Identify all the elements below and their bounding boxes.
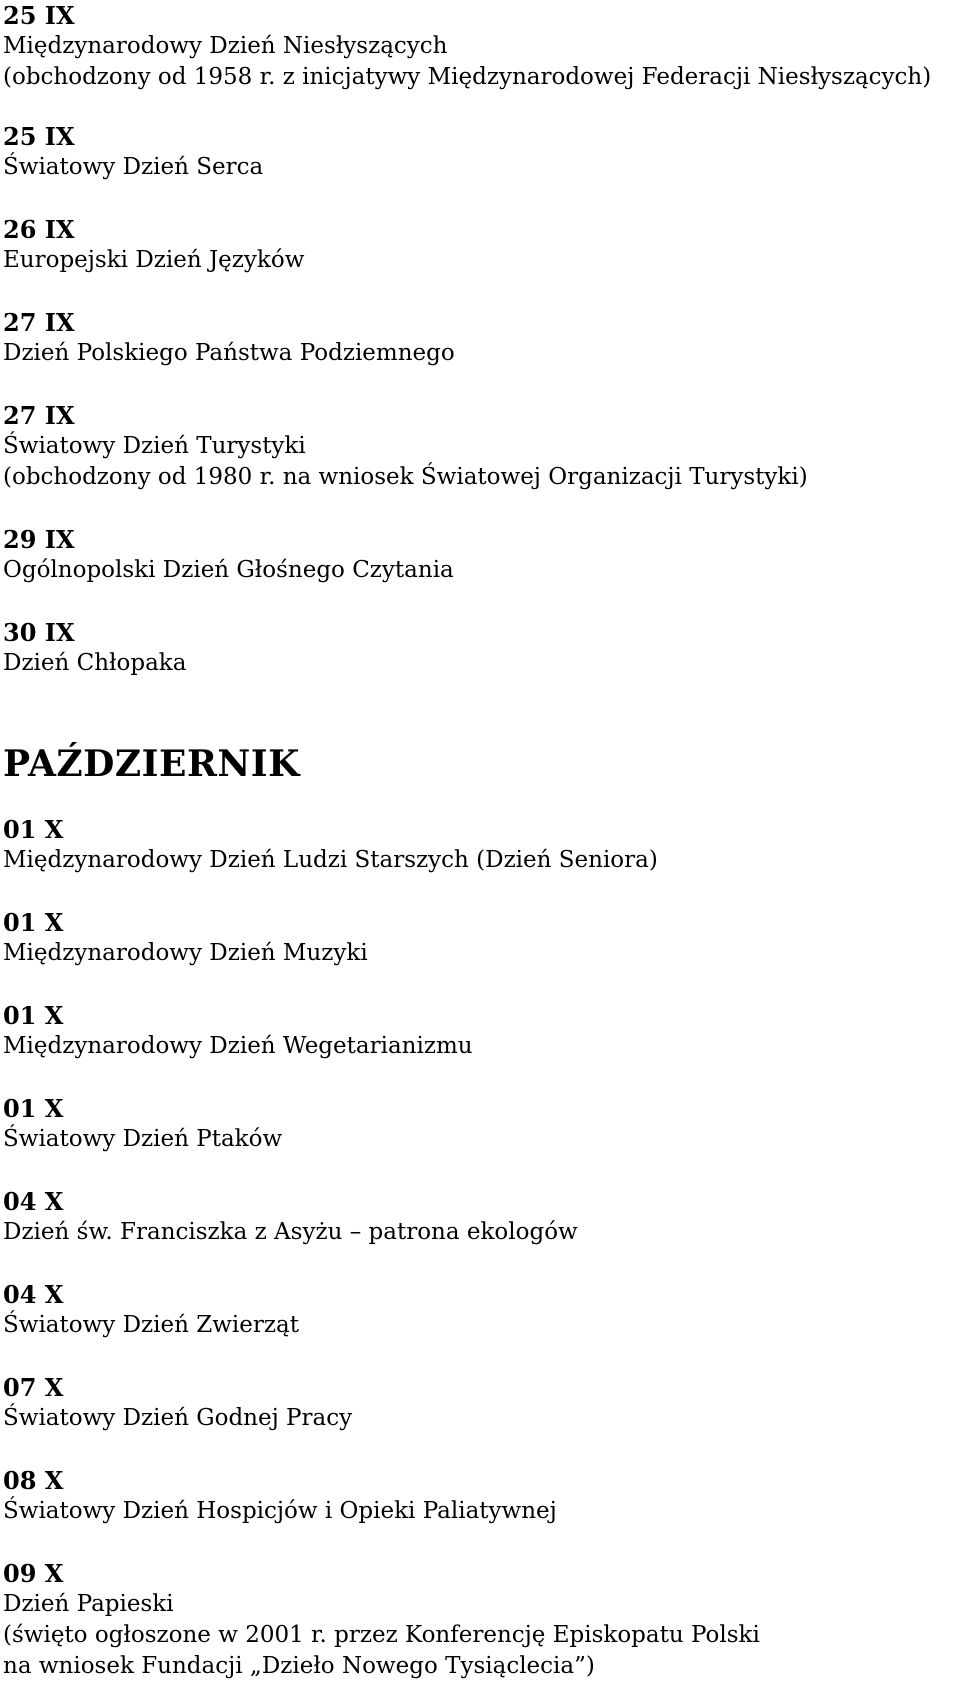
entry-title: Międzynarodowy Dzień Niesłyszących xyxy=(3,33,448,59)
entry-note: na wniosek Fundacji „Dzieło Nowego Tysiąclecia”) xyxy=(3,1653,595,1679)
calendar-entry xyxy=(3,907,953,969)
entry-date: 25 IX xyxy=(3,1,75,30)
calendar-entry xyxy=(3,1279,953,1341)
entry-title: Międzynarodowy Dzień Muzyki xyxy=(3,940,368,966)
entry-date: 29 IX xyxy=(3,525,75,554)
entry-date: 08 X xyxy=(3,1466,64,1495)
calendar-entry xyxy=(3,524,953,586)
calendar-entry xyxy=(3,307,953,369)
entry-date: 09 X xyxy=(3,1559,64,1588)
entry-date: 30 IX xyxy=(3,618,75,647)
entry-title: Światowy Dzień Godnej Pracy xyxy=(3,1405,353,1431)
entry-title: Dzień Papieski xyxy=(3,1591,174,1617)
entry-date: 25 IX xyxy=(3,122,75,151)
calendar-entry xyxy=(3,1372,953,1434)
month-heading: PAŹDZIERNIK xyxy=(3,743,300,785)
entry-title: Dzień św. Franciszka z Asyżu – patrona ekologów xyxy=(3,1219,578,1245)
entry-title: Światowy Dzień Serca xyxy=(3,154,264,180)
entry-note: (obchodzony od 1958 r. z inicjatywy Międzynarodowej Federacji Niesłyszących) xyxy=(3,64,932,90)
calendar-entry xyxy=(3,121,953,183)
calendar-entry xyxy=(3,1465,953,1527)
entry-title: Ogólnopolski Dzień Głośnego Czytania xyxy=(3,557,454,583)
entry-date: 26 IX xyxy=(3,215,75,244)
entry-title: Światowy Dzień Turystyki xyxy=(3,433,306,459)
calendar-entry xyxy=(3,400,953,493)
entry-title: Międzynarodowy Dzień Ludzi Starszych (Dzień Seniora) xyxy=(3,847,658,873)
entry-date: 04 X xyxy=(3,1280,64,1309)
entry-date: 27 IX xyxy=(3,308,75,337)
calendar-entry xyxy=(3,1000,953,1062)
entry-date: 27 IX xyxy=(3,401,75,430)
entry-date: 01 X xyxy=(3,815,64,844)
entry-date: 04 X xyxy=(3,1187,64,1216)
entry-note: (święto ogłoszone w 2001 r. przez Konferencję Episkopatu Polski xyxy=(3,1622,760,1648)
calendar-entry xyxy=(3,1093,953,1155)
entry-title: Dzień Chłopaka xyxy=(3,650,187,676)
calendar-entry xyxy=(3,0,953,93)
calendar-entry xyxy=(3,214,953,276)
entry-title: Europejski Dzień Języków xyxy=(3,247,305,273)
entry-date: 07 X xyxy=(3,1373,64,1402)
entry-date: 01 X xyxy=(3,1094,64,1123)
entry-date: 01 X xyxy=(3,1001,64,1030)
calendar-entry xyxy=(3,1186,953,1248)
entry-title: Światowy Dzień Hospicjów i Opieki Paliatywnej xyxy=(3,1498,557,1524)
calendar-entry xyxy=(3,617,953,679)
entry-title: Dzień Polskiego Państwa Podziemnego xyxy=(3,340,455,366)
entry-date: 01 X xyxy=(3,908,64,937)
entry-title: Światowy Dzień Zwierząt xyxy=(3,1312,299,1338)
calendar-entry xyxy=(3,814,953,876)
entry-title: Światowy Dzień Ptaków xyxy=(3,1126,283,1152)
calendar-entry xyxy=(3,1558,953,1682)
entry-note: (obchodzony od 1980 r. na wniosek Światowej Organizacji Turystyki) xyxy=(3,464,808,490)
entry-title: Międzynarodowy Dzień Wegetarianizmu xyxy=(3,1033,473,1059)
